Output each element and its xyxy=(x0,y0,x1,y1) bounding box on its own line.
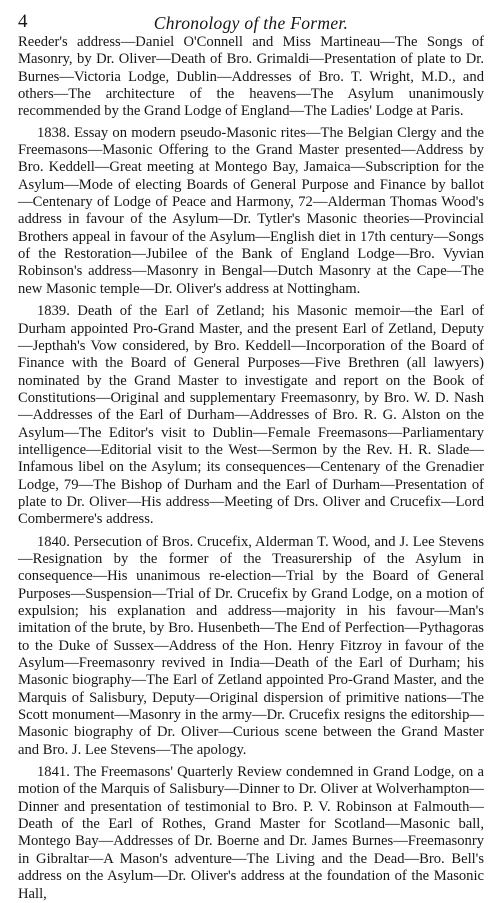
paragraph-1840: 1840. Persecution of Bros. Crucefix, Alderman T. Wood, and J. Lee Stevens—Resignation by the former of the Treasurership of the Asylum in consequence—His unanimous re-election—Trial by the Board of General Purposes—Suspension—Trial of Dr. Crucefix by Grand Lodge, on a motion of expulsion; his explanation and address—majority in his favour—Man's imitation of the brute, by Bro. Husenbeth—The End of Perfection—Pythagoras to the Duke of Sussex—Address of the Hon. Henry Fitzroy in favour of the Asylum—Freemasonry revived in India—Death of the Earl of Durham; his Masonic biography—The Earl of Zetland appointed Pro-Grand Master, and the Marquis of Salisbury, Deputy—Original dispersion of primitive nations—The Scott monument—Masonry in the army—Dr. Crucefix resigns the editorship—Masonic biography of Dr. Oliver—Curious scene between the Grand Master and Bro. J. Lee Stevens—The apology. xyxy=(18,533,484,758)
paragraph-1838: 1838. Essay on modern pseudo-Masonic rites—The Belgian Clergy and the Freemasons—Masonic Offering to the Grand Master presented—Address by Bro. Keddell—Great meeting at Montego Bay, Jamaica—Subscription for the Asylum—Mode of electing Boards of General Purpose and Finance by ballot—Centenary of Lodge of Peace and Harmony, 72—Alderman Thomas Wood's address in favour of the Asylum—Dr. Tytler's Masonic theories—Provincial Brothers appeal in favour of the Asylum—English diet in 17th century—Songs of the Restoration—Jubilee of the Bank of England Lodge—Bro. Vyvian Robinson's address—Masonry in Bengal—Dutch Masonry at the Cape—The new Masonic temple—Dr. Oliver's address at Nottingham. xyxy=(18,124,484,297)
paragraph-1839: 1839. Death of the Earl of Zetland; his Masonic memoir—the Earl of Durham appointed Pro-Grand Master, and the present Earl of Zetland, Deputy—Jepthah's Vow considered, by Bro. Keddell—Incorporation of the Board of Finance with the Board of General Purposes—Five Brethren (all lawyers) nominated by the Grand Master to investigate and report on the Book of Constitutions—Original and supplementary Freemasonry, by Bro. W. D. Nash—Addresses of the Earl of Durham—Addresses of Bro. R. G. Alston on the Asylum—The Editor's visit to Dublin—Female Freemasons—Parliamentary intelligence—Editorial visit to the West—Sermon by the Rev. H. R. Slade—Infamous libel on the Asylum; its consequences—Centenary of the Grenadier Lodge, 79—The Bishop of Durham and the Earl of Durham—Presentation of plate to Dr. Oliver—His address—Meeting of Drs. Oliver and Crucefix—Lord Combermere's address. xyxy=(18,303,484,528)
running-title: Chronology of the Former. xyxy=(153,13,349,33)
paragraph-1837-continued: Reeder's address—Daniel O'Connell and Miss Martineau—The Songs of Masonry, by Dr. Oliver—Death of Bro. Grimaldi—Presentation of plate to Dr. Burnes—Victoria Lodge, Dublin—Addresses of Bro. T. Wright, M.D., and others—The architecture of the heavens—The Asylum unanimously recommended by the Grand Lodge of England—The Ladies' Lodge at Paris. xyxy=(18,34,484,120)
chronology-text xyxy=(18,34,484,903)
paragraph-1841: 1841. The Freemasons' Quarterly Review condemned in Grand Lodge, on a motion of the Marquis of Salisbury—Dinner to Dr. Oliver at Wolverhampton—Dinner and presentation of testimonial to Bro. P. V. Robinson at Falmouth—Death of the Earl of Rothes, Grand Master for Scotland—Masonic ball, Montego Bay—Addresses of Dr. Boerne and Dr. James Burnes—Freemasonry in Gibraltar—A Mason's adventure—The Living and the Dead—Bro. Bell's address on the Asylum—Dr. Oliver's address at the foundation of the Masonic Hall, xyxy=(18,764,484,902)
page-number: 4 xyxy=(18,11,28,32)
page-header xyxy=(18,8,484,34)
